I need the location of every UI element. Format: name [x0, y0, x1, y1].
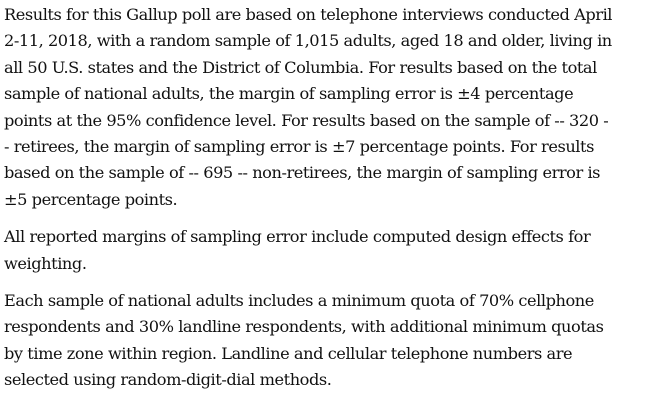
methodology-paragraph-sample	[4, 2, 661, 213]
text-line: weighting.	[4, 253, 87, 273]
text-line: respondents and 30% landline respondents, with additional minimum quotas	[4, 317, 604, 337]
methodology-paragraph-quotas	[4, 288, 661, 394]
text-line: 2-11, 2018, with a random sample of 1,015 adults, aged 18 and older, living in	[4, 31, 612, 51]
text-line: sample of national adults, the margin of sampling error is ±4 percentage	[4, 84, 574, 104]
text-line: selected using random-digit-dial methods.	[4, 370, 332, 390]
text-line: ±5 percentage points.	[4, 189, 178, 209]
text-line: Each sample of national adults includes a minimum quota of 70% cellphone	[4, 291, 594, 311]
text-line: - retirees, the margin of sampling error is ±7 percentage points. For results	[4, 137, 594, 157]
text-line: Results for this Gallup poll are based on telephone interviews conducted April	[4, 5, 613, 24]
text-line: based on the sample of -- 695 -- non-retirees, the margin of sampling error is	[4, 163, 601, 183]
text-line: all 50 U.S. states and the District of Columbia. For results based on the total	[4, 57, 597, 77]
text-line: All reported margins of sampling error include computed design effects for	[4, 227, 591, 247]
text-line: by time zone within region. Landline and cellular telephone numbers are	[4, 343, 573, 363]
text-line: points at the 95% confidence level. For results based on the sample of -- 320 -	[4, 110, 609, 130]
methodology-paragraph-design-effects	[4, 224, 661, 277]
